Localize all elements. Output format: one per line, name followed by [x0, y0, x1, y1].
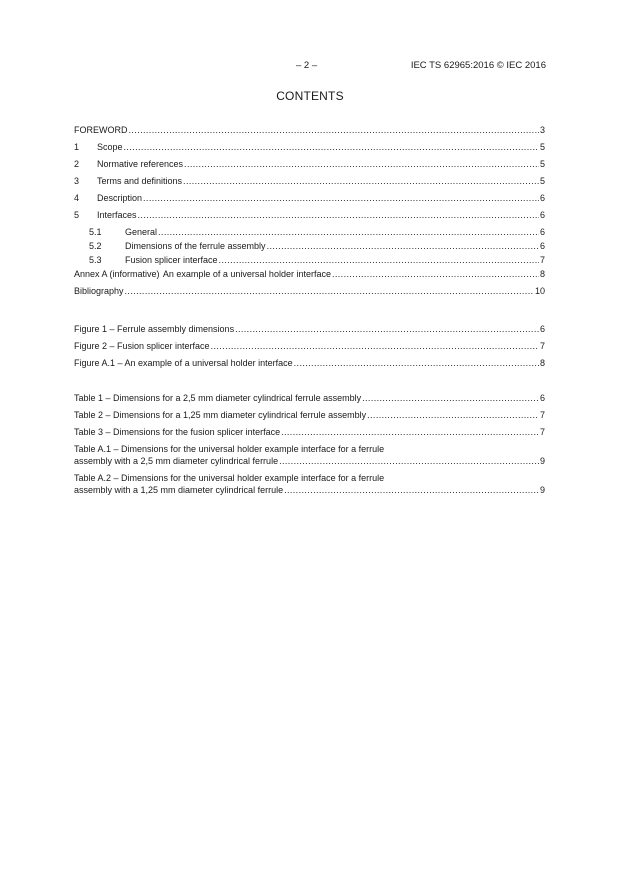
toc-entry-page: 5: [539, 142, 545, 152]
dot-leader: [219, 254, 539, 266]
toc-entry-text: Normative references: [97, 159, 184, 169]
table-entry-text: Table 2 – Dimensions for a 1,25 mm diameter cylindrical ferrule assembly: [74, 410, 367, 420]
toc-entry-page: 8: [539, 269, 545, 279]
figure-entry-page: 6: [539, 324, 545, 334]
toc-entry-text: Description: [97, 193, 143, 203]
toc-entry-foreword[interactable]: [74, 124, 545, 136]
toc-entry-text: Interfaces: [97, 210, 137, 220]
toc-entry-text: FOREWORD: [74, 125, 128, 135]
toc-entry-text: Dimensions of the ferrule assembly: [125, 241, 266, 251]
figure-entry[interactable]: [74, 357, 545, 369]
dot-leader: [362, 392, 539, 404]
dot-leader: [235, 323, 539, 335]
toc-entry-normative-references[interactable]: [74, 158, 545, 170]
page-header: [0, 60, 620, 74]
toc-entry-page: 5: [539, 176, 545, 186]
toc-entry-number: 5: [74, 210, 80, 220]
toc-entry-number: 5.1: [89, 227, 102, 237]
toc-entry-number: 1: [74, 142, 80, 152]
figure-entry-text: Figure 2 – Fusion splicer interface: [74, 341, 210, 351]
toc-entry-ferrule-dimensions[interactable]: [74, 240, 545, 252]
figure-entry-page: 7: [539, 341, 545, 351]
dot-leader: [294, 357, 539, 369]
toc-entry-page: 5: [539, 159, 545, 169]
toc-entry-number: 2: [74, 159, 80, 169]
toc-entry-page: 10: [534, 286, 545, 296]
toc-entry-text: Bibliography: [74, 286, 124, 296]
dot-leader: [211, 340, 539, 352]
dot-leader: [138, 209, 539, 221]
table-entry[interactable]: [74, 443, 545, 467]
table-entry[interactable]: [74, 409, 545, 421]
toc-entry-bibliography[interactable]: [74, 285, 545, 297]
dot-leader: [129, 124, 539, 136]
toc-entry-general[interactable]: [74, 226, 545, 238]
toc-entry-scope[interactable]: [74, 141, 545, 153]
toc-figures: [74, 323, 545, 374]
dot-leader: [125, 285, 534, 297]
table-entry-text: Table A.2 – Dimensions for the universal holder example interface for a ferrule: [74, 473, 385, 483]
dot-leader: [284, 484, 539, 496]
table-entry-page: 7: [539, 427, 545, 437]
figure-entry[interactable]: [74, 340, 545, 352]
table-entry-text-cont: assembly with a 1,25 mm diameter cylindrical ferrule: [74, 485, 284, 495]
dot-leader: [158, 226, 539, 238]
table-entry-text: Table 3 – Dimensions for the fusion splicer interface: [74, 427, 281, 437]
table-entry-page: 9: [539, 456, 545, 466]
dot-leader: [143, 192, 539, 204]
figure-entry-page: 8: [539, 358, 545, 368]
toc-entry-page: 6: [539, 241, 545, 251]
table-entry[interactable]: [74, 472, 545, 496]
table-entry-text: Table 1 – Dimensions for a 2,5 mm diameter cylindrical ferrule assembly: [74, 393, 362, 403]
figure-entry[interactable]: [74, 323, 545, 335]
dot-leader: [281, 426, 539, 438]
toc-entry-annex-a[interactable]: [74, 268, 545, 280]
toc-entry-number: 4: [74, 193, 80, 203]
table-entry[interactable]: [74, 392, 545, 404]
toc-entry-interfaces[interactable]: [74, 209, 545, 221]
toc-entry-text: Annex A (informative): [74, 269, 160, 279]
toc-entry-page: 7: [539, 255, 545, 265]
toc-entry-page: 6: [539, 210, 545, 220]
toc-entry-text: Scope: [97, 142, 123, 152]
toc-entry-page: 6: [539, 193, 545, 203]
table-entry-page: 7: [539, 410, 545, 420]
toc-entry-number: 5.2: [89, 241, 102, 251]
toc-entry-number: 3: [74, 176, 80, 186]
toc-sections: [74, 124, 545, 302]
table-entry[interactable]: [74, 426, 545, 438]
contents-title: CONTENTS: [276, 89, 344, 103]
toc-entry-terms-definitions[interactable]: [74, 175, 545, 187]
toc-entry-page: 6: [539, 227, 545, 237]
page-number: – 2 –: [296, 60, 318, 71]
toc-entry-fusion-splicer[interactable]: [74, 254, 545, 266]
toc-entry-description[interactable]: [74, 192, 545, 204]
dot-leader: [267, 240, 539, 252]
dot-leader: [183, 175, 539, 187]
toc-entry-subtitle: An example of a universal holder interface: [162, 269, 331, 279]
document-id: IEC TS 62965:2016 © IEC 2016: [410, 60, 546, 71]
toc-entry-number: 5.3: [89, 255, 102, 265]
toc-entry-text: Terms and definitions: [97, 176, 183, 186]
table-entry-text: Table A.1 – Dimensions for the universal holder example interface for a ferrule: [74, 444, 385, 454]
dot-leader: [367, 409, 539, 421]
table-entry-page: 9: [539, 485, 545, 495]
dot-leader: [124, 141, 539, 153]
table-entry-page: 6: [539, 393, 545, 403]
toc-entry-text: Fusion splicer interface: [125, 255, 218, 265]
toc-entry-text: General: [125, 227, 158, 237]
dot-leader: [184, 158, 539, 170]
figure-entry-text: Figure 1 – Ferrule assembly dimensions: [74, 324, 235, 334]
toc-entry-page: 3: [539, 125, 545, 135]
figure-entry-text: Figure A.1 – An example of a universal holder interface: [74, 358, 293, 368]
dot-leader: [332, 268, 539, 280]
dot-leader: [279, 455, 539, 467]
toc-tables: [74, 392, 545, 501]
table-entry-text-cont: assembly with a 2,5 mm diameter cylindrical ferrule: [74, 456, 279, 466]
